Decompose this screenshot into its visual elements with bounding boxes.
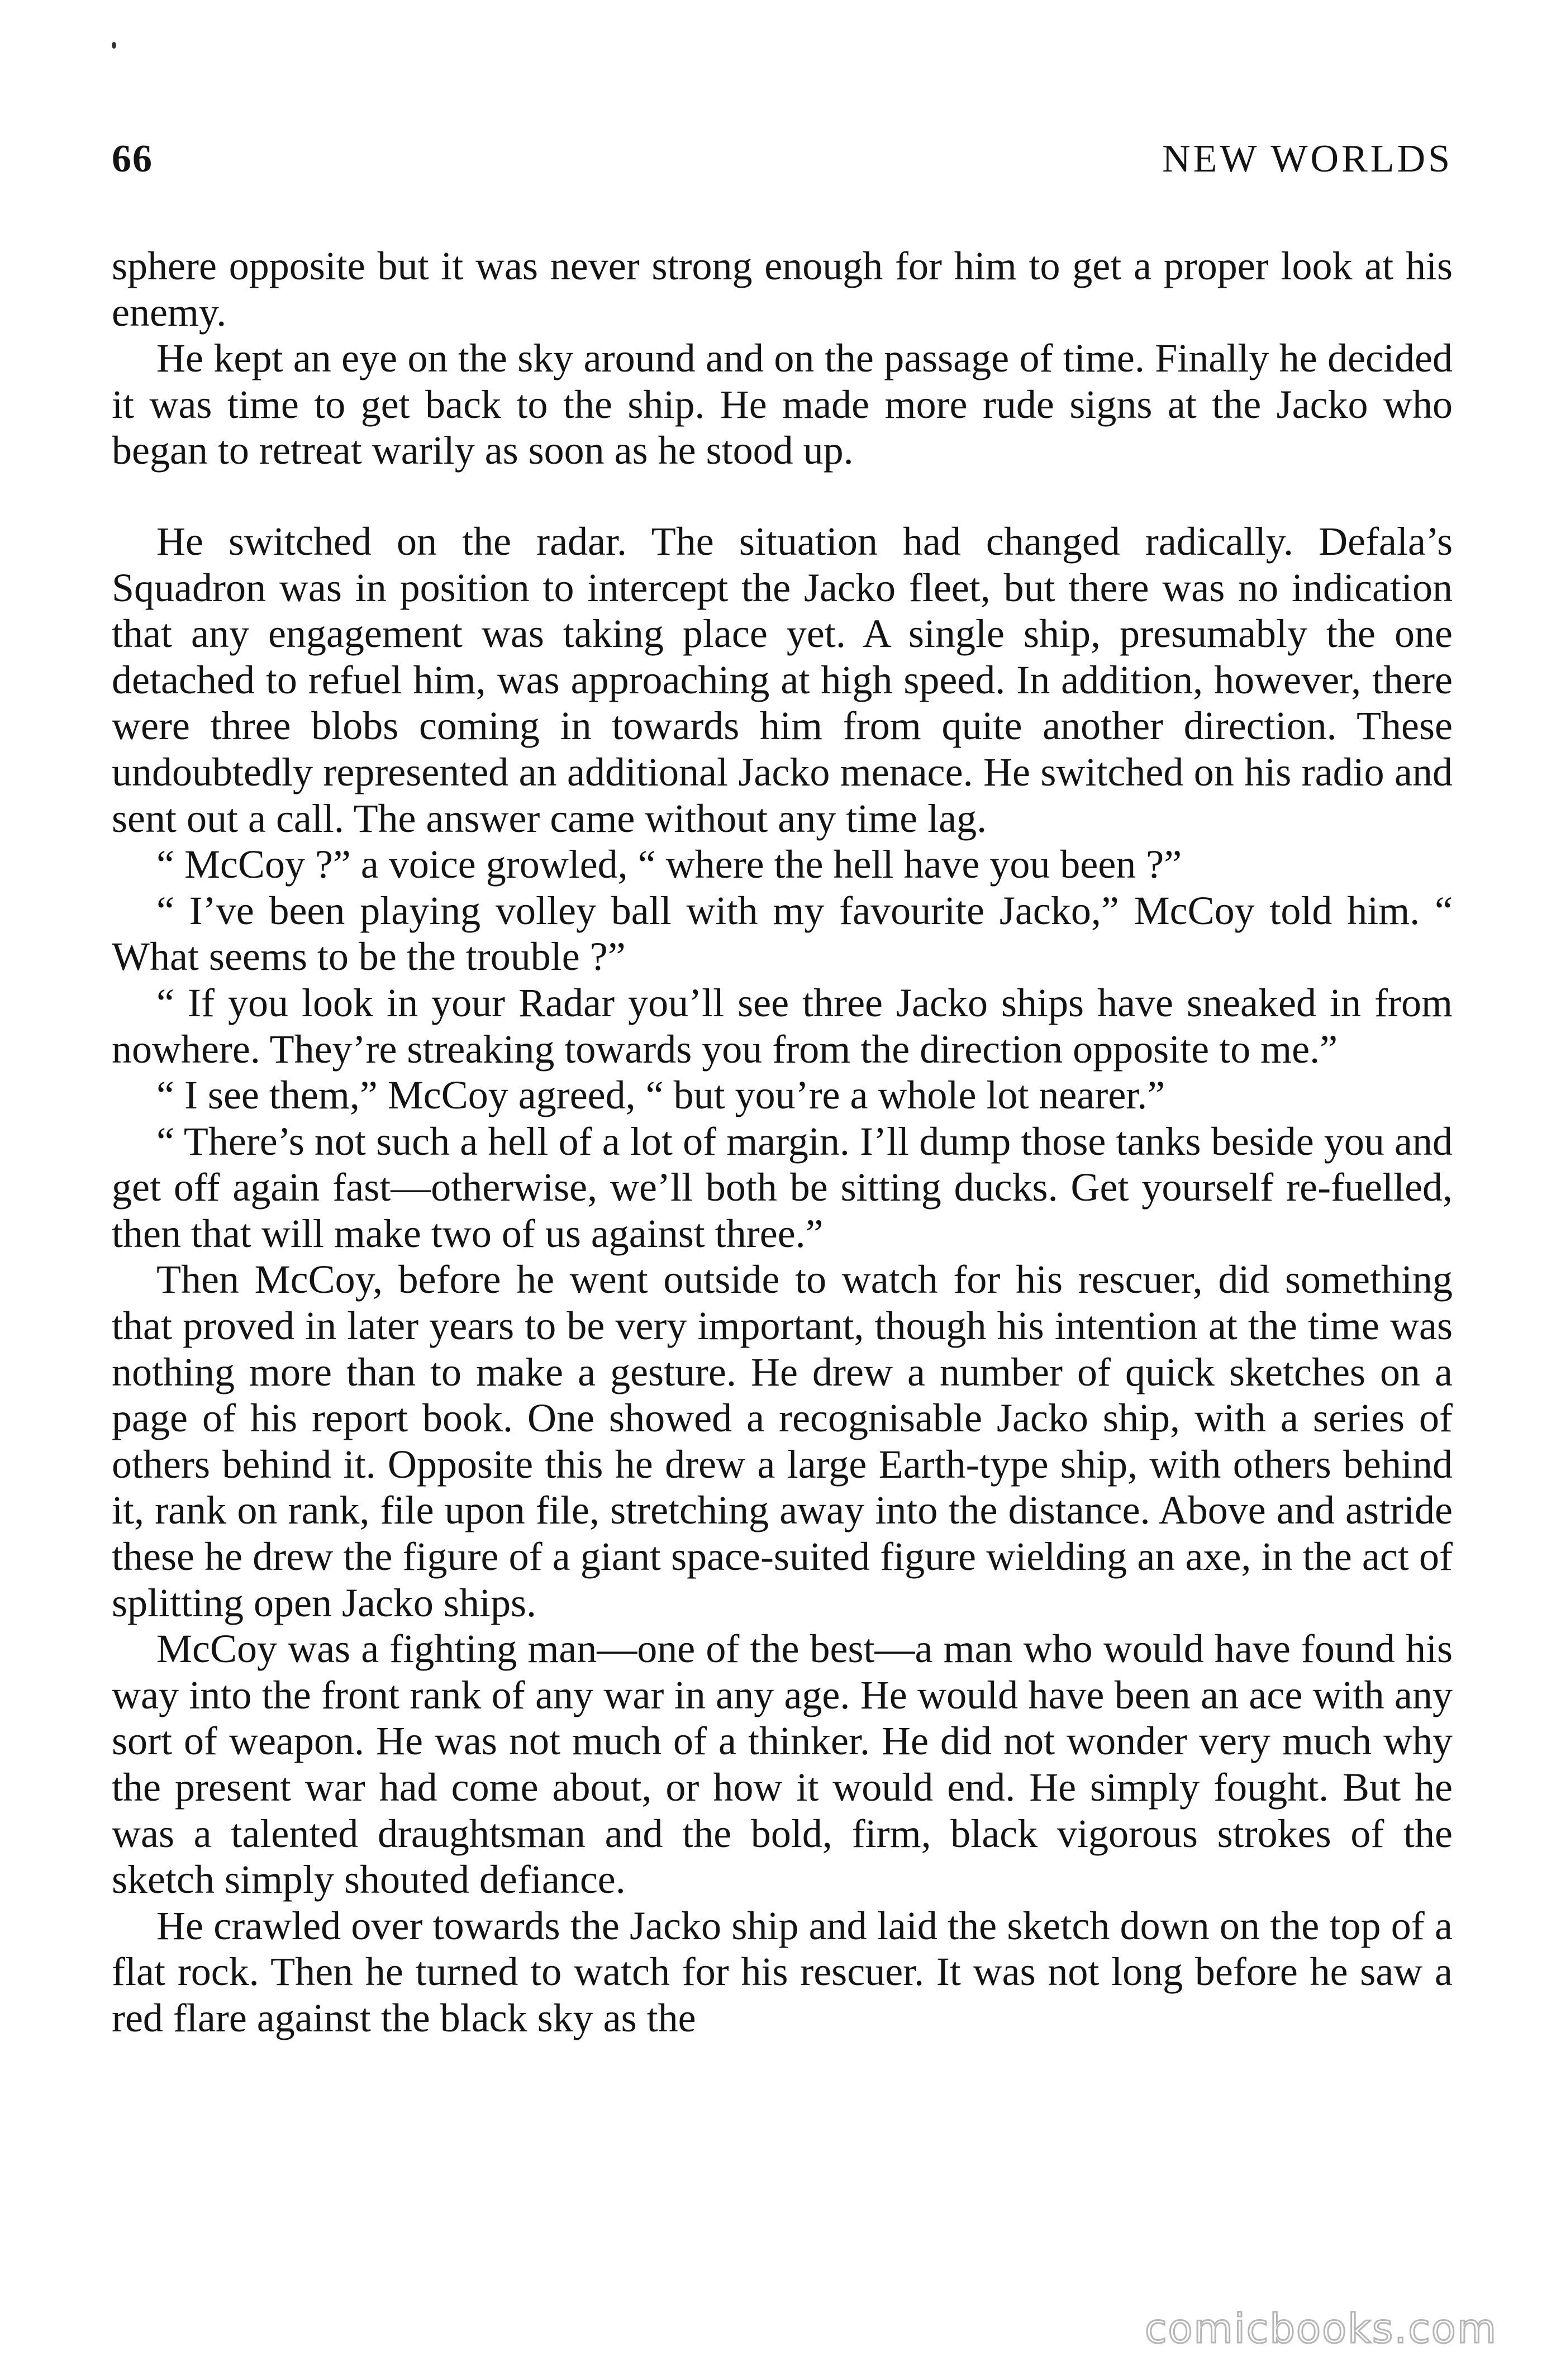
paragraph: He crawled over towards the Jacko ship and laid the sketch down on the top of a flat rock. Then he turned to watch for his rescuer. It was not long before he saw a red flare against the black sky as the (112, 1903, 1453, 2040)
paragraph: He kept an eye on the sky around and on the passage of time. Finally he decided it was time to get back to the ship. He made more rude signs at the Jacko who began to retreat warily as soon as he stood up. (112, 336, 1453, 473)
paragraph: “ If you look in your Radar you’ll see three Jacko ships have sneaked in from nowhere. They’re streaking towards you from the direction opposite to me.” (112, 980, 1453, 1072)
page-number: 66 (112, 137, 153, 180)
paragraph: “ I’ve been playing volley ball with my favourite Jacko,” McCoy told him. “ What seems to be the trouble ?” (112, 888, 1453, 979)
running-head: NEW WORLDS (1162, 137, 1453, 180)
paragraph: sphere opposite but it was never strong enough for him to get a proper look at his enemy. (112, 244, 1453, 335)
paragraph: He switched on the radar. The situation had changed radically. Defala’s Squadron was in position to intercept the Jacko fleet, but there was no indication that any engagement was taking place yet. A single ship, presumably the one detached to refuel him, was approaching at high speed. In addition, however, there were three blobs coming in towards him from quite another direction. These undoubtedly represented an additional Jacko menace. He switched on his radio and sent out a call. The answer came without any time lag. (112, 518, 1453, 841)
paragraph: “ There’s not such a hell of a lot of margin. I’ll dump those tanks beside you and get off again fast—otherwise, we’ll both be sitting ducks. Get yourself re-fuelled, then that will make two of us against three.” (112, 1118, 1453, 1256)
watermark-logo: comicbooks.com (1144, 2305, 1497, 2352)
paragraph: Then McCoy, before he went outside to watch for his rescuer, did something that proved in later years to be very important, though his intention at the time was nothing more than to make a gesture. He drew a number of quick sketches on a page of his report book. One showed a recognisable Jacko ship, with a series of others behind it. Opposite this he drew a large Earth-type ship, with others behind it, rank on rank, file upon file, stretching away into the distance. Above and astride these he drew the figure of a giant space-suited figure wielding an axe, in the act of splitting open Jacko ships. (112, 1257, 1453, 1625)
paragraph: McCoy was a fighting man—one of the best—a man who would have found his way into the front rank of any war in any age. He would have been an ace with any sort of weapon. He was not much of a thinker. He did not wonder very much why the present war had come about, or how it would end. He simply fought. But he was a talented draughtsman and the bold, firm, black vigorous strokes of the sketch simply shouted defiance. (112, 1626, 1453, 1902)
speck-mark (112, 42, 116, 49)
paragraph: “ McCoy ?” a voice growled, “ where the hell have you been ?” (156, 842, 1182, 887)
body-text (112, 243, 1453, 2041)
paragraph: “ I see them,” McCoy agreed, “ but you’re a whole lot nearer.” (156, 1073, 1165, 1118)
page-header (112, 128, 1453, 190)
